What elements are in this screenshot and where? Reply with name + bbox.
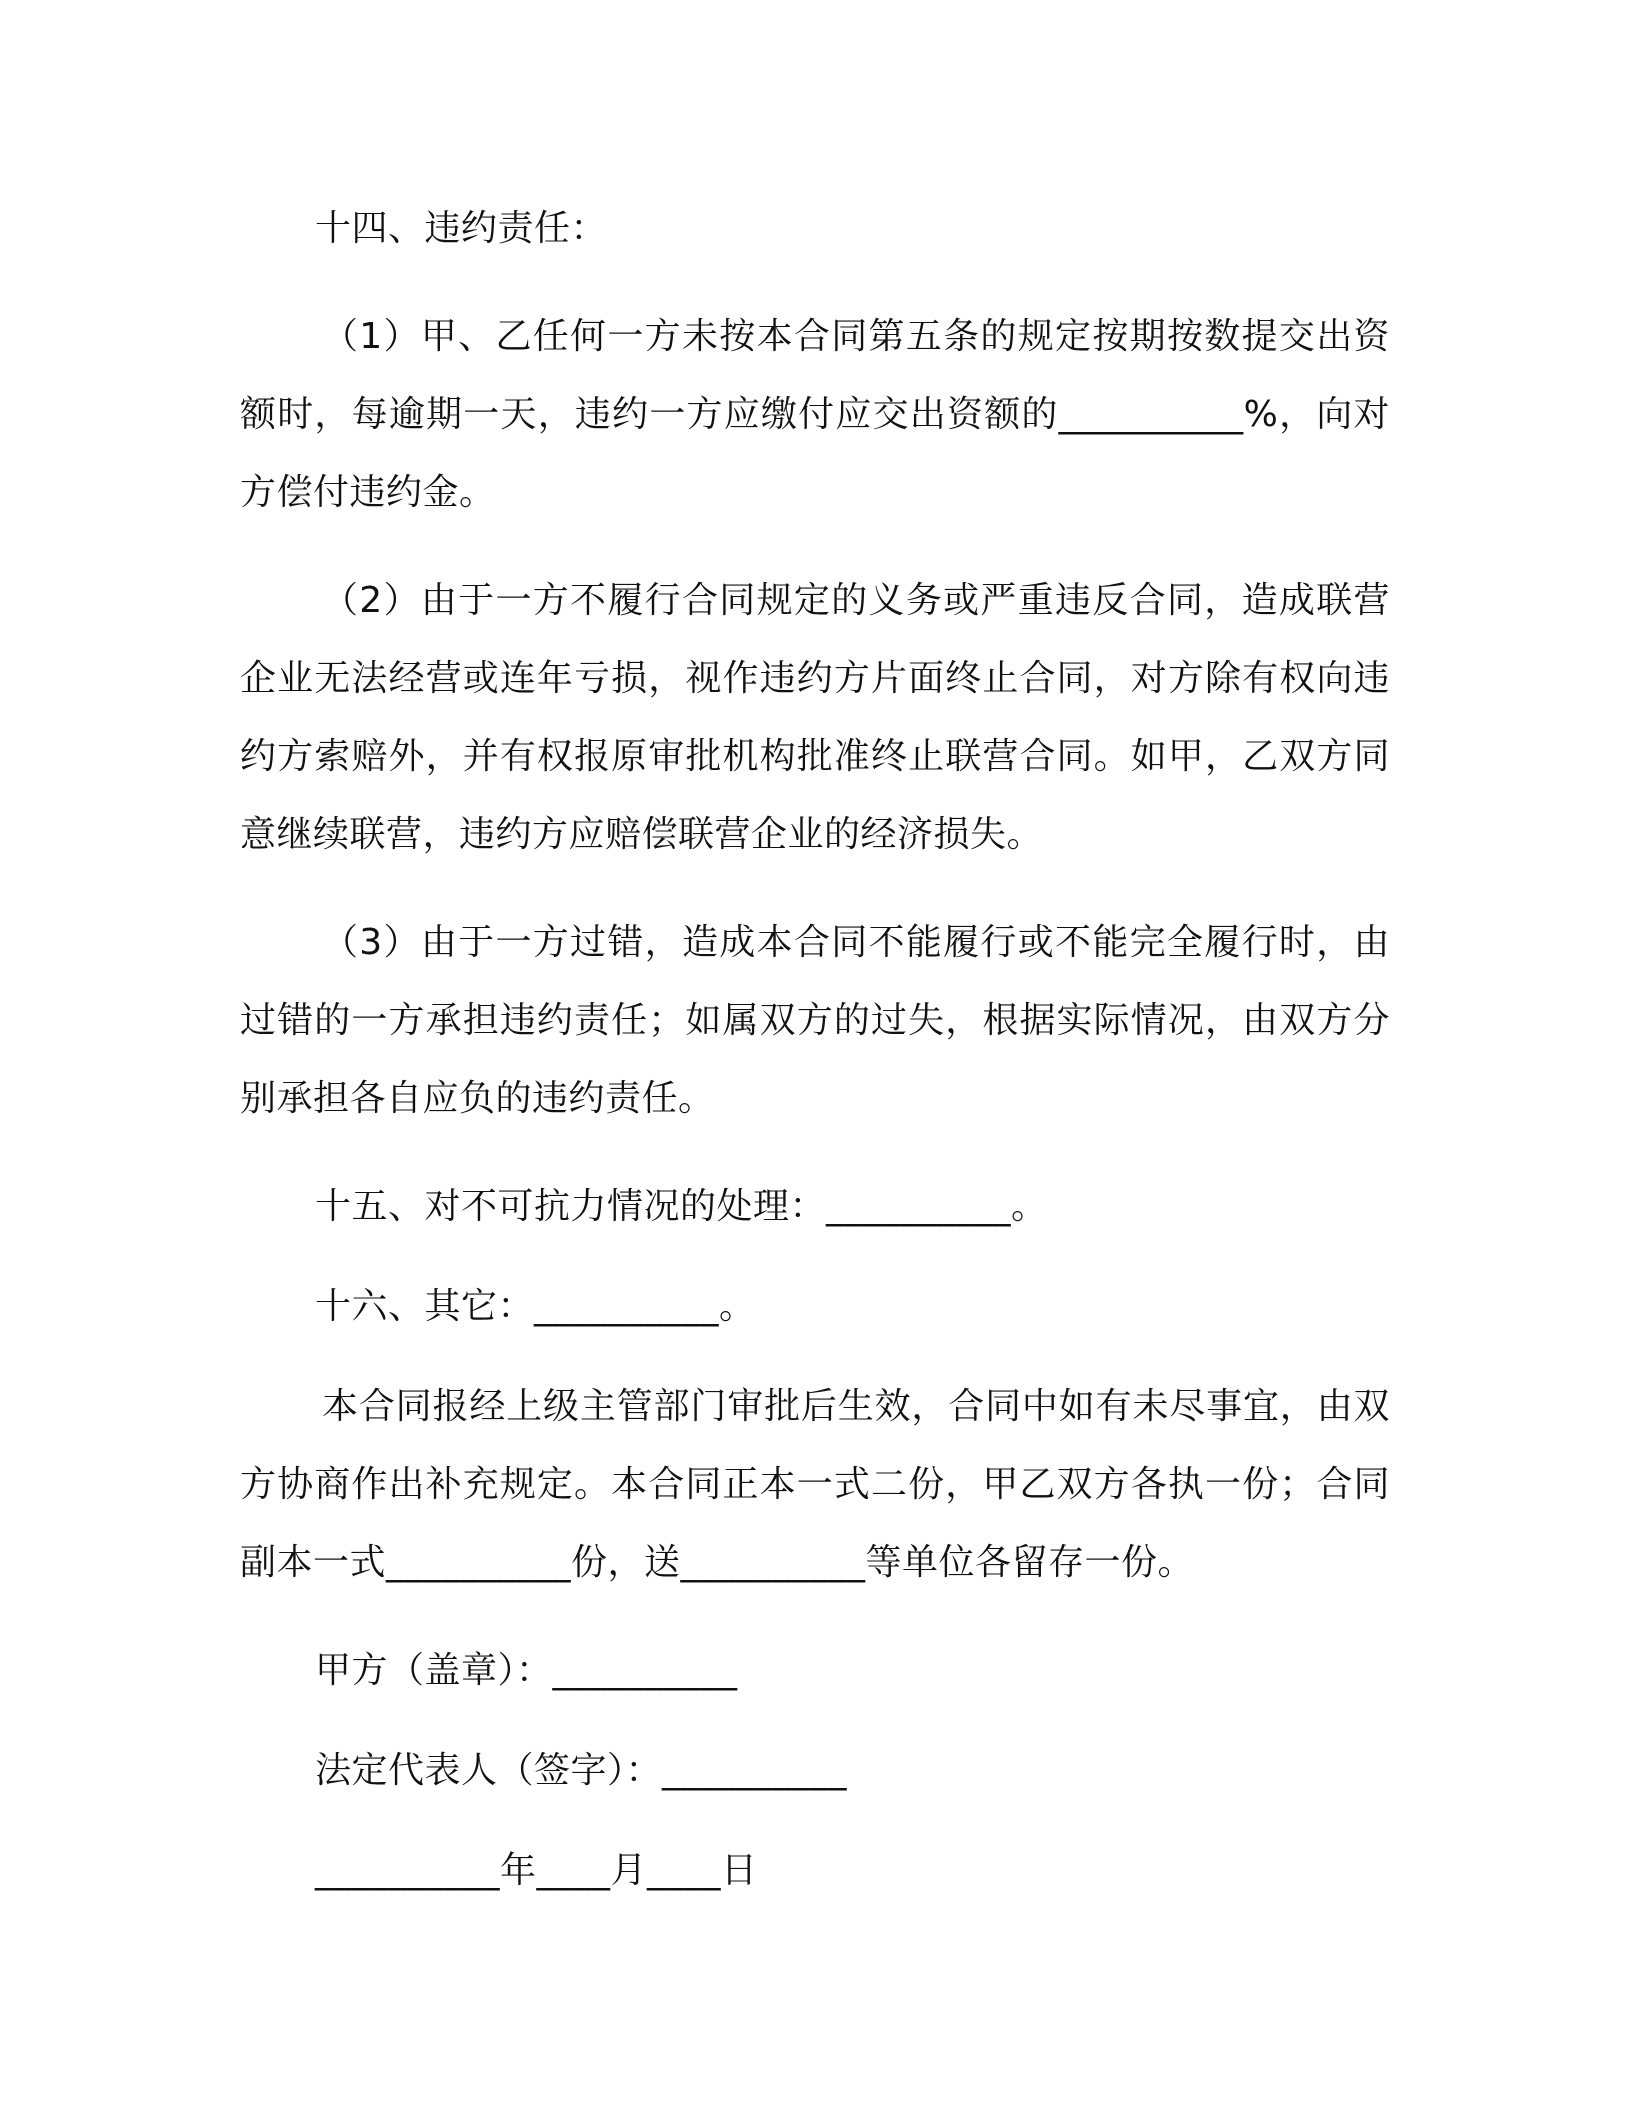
section-14-clause-1: （1）甲、乙任何一方未按本合同第五条的规定按期按数提交出资额时，每逾期一天，违约一方应缴付应交出资额的__________%，向对方偿付违约金。 bbox=[240, 316, 1390, 513]
section-14-clause-3: （3）由于一方过错，造成本合同不能履行或不能完全履行时，由过错的一方承担违约责任；如属双方的过失，根据实际情况，由双方分别承担各自应负的违约责任。 bbox=[240, 922, 1390, 1119]
closing-paragraph: 本合同报经上级主管部门审批后生效，合同中如有未尽事宜，由双方协商作出补充规定。本合同正本一式二份，甲乙双方各执一份；合同副本一式__________份，送__________等单位各留存一份。 bbox=[240, 1386, 1390, 1583]
section-16-other: 十六、其它：__________。 bbox=[315, 1286, 756, 1327]
document-body bbox=[240, 190, 1390, 1932]
signature-date-line: __________年____月____日 bbox=[315, 1850, 758, 1891]
section-14-clause-2: （2）由于一方不履行合同规定的义务或严重违反合同，造成联营企业无法经营或连年亏损，视作违约方片面终止合同，对方除有权向违约方索赔外，并有权报原审批机构批准终止联营合同。如甲，乙双方同意继续联营，违约方应赔偿联营企业的经济损失。 bbox=[240, 580, 1390, 855]
section-15-force-majeure: 十五、对不可抗力情况的处理：__________。 bbox=[315, 1186, 1048, 1227]
section-14-heading: 十四、违约责任： bbox=[315, 208, 608, 249]
party-a-seal-line: 甲方（盖章）：__________ bbox=[315, 1650, 738, 1691]
legal-representative-signature-line: 法定代表人（签字）：__________ bbox=[315, 1750, 848, 1791]
